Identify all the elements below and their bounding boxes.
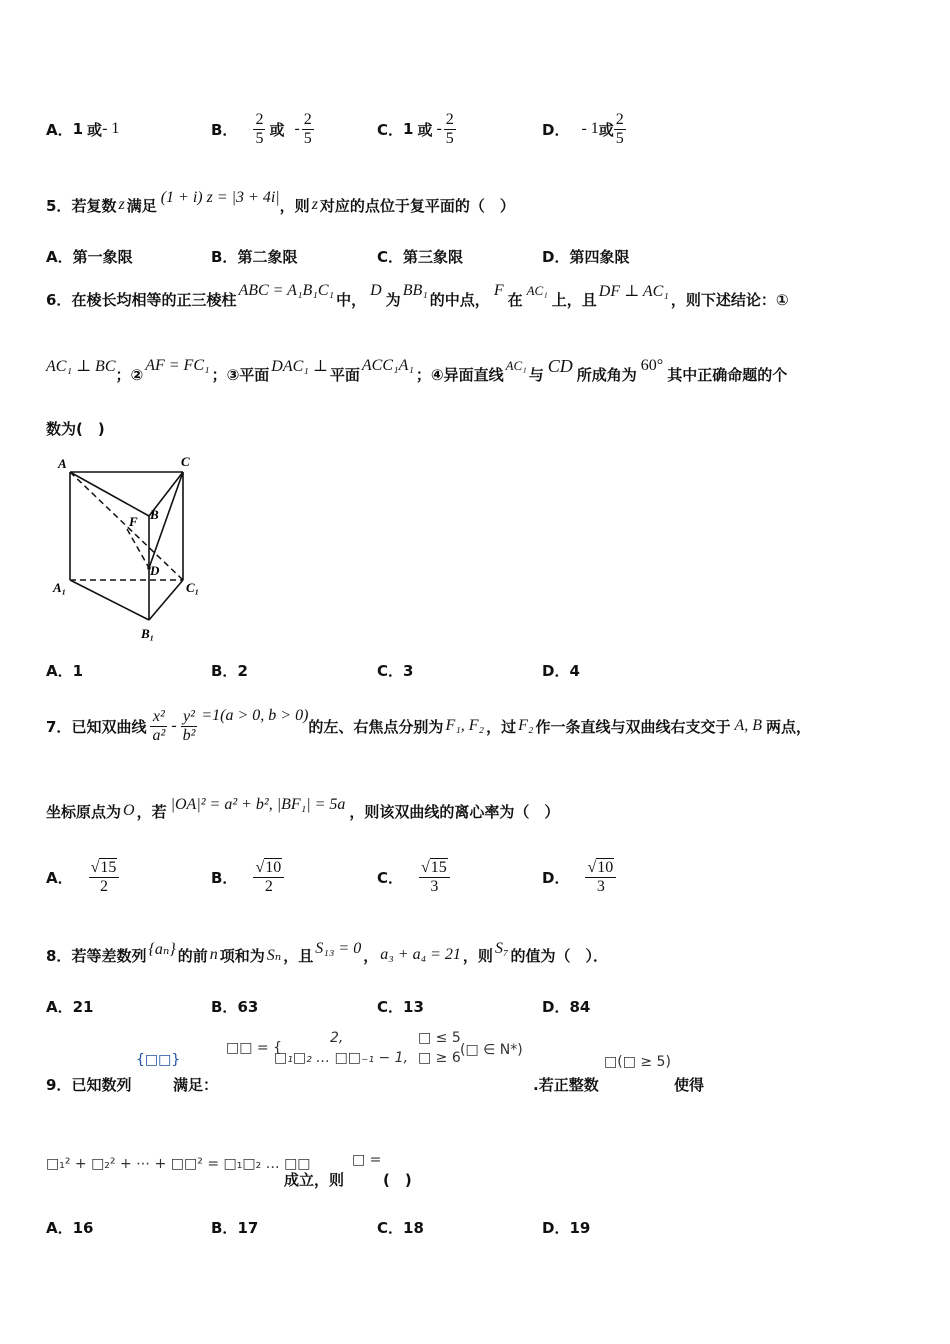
radical-fraction: $\frac{√15}{2}$ [89,859,120,895]
fraction: $\frac{2}{5}$ [445,110,454,147]
q7-stem-line2: 坐标原点为 O ，若 |OA|² = a² + b², |BF₁| = 5a ，则该双曲线的离心率为（ ） [46,796,560,821]
edge-C1B1 [149,580,183,620]
label-B: B [150,507,159,522]
q9-sequence-symbol: {□□} [136,1052,181,1068]
edge-A1B1 [70,580,149,620]
q5-option-c[interactable]: C．第三象限 [377,248,464,266]
fraction-x: $\frac{\text{x²}}{\text{a²}}$ [152,707,166,744]
fraction: $\frac{2}{5}$ [255,110,264,147]
edge-FD [127,529,149,568]
q8-option-d[interactable]: D．84 [542,998,591,1016]
q6-stem-line3: 数为( ) [46,420,105,438]
q9-k-equals: □ = [352,1152,382,1168]
q5-option-a[interactable]: A．第一象限 [46,248,133,266]
q5-option-b[interactable]: B．第二象限 [211,248,298,266]
q9-domain: (□ ∈ N*) [460,1042,523,1058]
radical-fraction: $\frac{√10}{2}$ [253,859,284,895]
q9-case2-condition: □ ≥ 6 [418,1050,461,1066]
q9-paren: ( ) [383,1171,412,1189]
q5-stem: 5． 若复数 z 满足 (1 + i) z = |3 + 4i| ，则 z 对应的点位于复平面的（ ） [46,189,515,215]
q8-stem: 8． 若等差数列 {aₙ} 的前 n 项和为 Sₙ ，且 S₁₃ = 0 ， a₃ + a₄ = 21 ，则 S₇ 的值为（ ）． [46,940,609,965]
q6-stem-line1: 6． 在棱长均相等的正三棱柱 ABC = A₁B₁C₁ 中， D 为 BB₁ 的中点， F 在 AC₁ 上，且 DF ⊥ AC₁ ，则下述结论：① [46,282,789,309]
q6-stem-line2: AC₁ ⊥ BC ；② AF = FC₁ ；③平面 DAC₁ ⊥ 平面 ACC₁A₁ ；④异面直线 AC₁ 与 CD 所成角为 60° 其中正确命题的个 [46,355,788,384]
fraction: $\frac{2}{5}$ [615,110,624,147]
q4-option-c[interactable]: C． 1 或 - $\frac{2}{5}$ [377,110,454,147]
q9-option-c[interactable]: C．18 [377,1219,424,1237]
q8-option-c[interactable]: C．13 [377,998,424,1016]
q7-option-c[interactable]: C． $\frac{√15}{3}$ [377,850,450,904]
q9-option-b[interactable]: B．17 [211,1219,259,1237]
q7-option-d[interactable]: D． $\frac{√10}{3}$ [542,850,616,904]
fraction: $\frac{2}{5}$ [303,110,312,147]
q5-option-d[interactable]: D．第四象限 [542,248,630,266]
label-A1: A₁ [53,580,67,595]
q8-option-a[interactable]: A．21 [46,998,94,1016]
q7-option-a[interactable]: A． $\frac{√15}{2}$ [46,850,119,904]
prism-figure [48,452,218,644]
label-F: F [129,514,138,529]
q9-piecewise-lhs: □□ = { [226,1040,282,1056]
q9-stem-such-that: 使得 [674,1076,705,1094]
q6-option-b[interactable]: B．2 [211,662,248,680]
label-D: D [150,563,160,578]
q9-stem-satisfy: 满足： [173,1076,219,1094]
q9-k-condition: □(□ ≥ 5) [604,1054,671,1070]
label-C1: C₁ [186,580,200,595]
radical-fraction: $\frac{√10}{3}$ [585,859,616,895]
label-A: A [58,456,67,471]
q9-stem-start: 9．已知数列 [46,1076,132,1094]
q6-option-c[interactable]: C．3 [377,662,414,680]
fraction-y: $\frac{\text{y²}}{\text{b²}}$ [182,707,196,744]
label-C: C [181,454,190,469]
radical-fraction: $\frac{√15}{3}$ [419,859,450,895]
q9-case1-value: 2, [330,1030,344,1046]
q9-option-d[interactable]: D．19 [542,1219,591,1237]
q4-option-b[interactable]: B． $\frac{2}{5}$ 或 - $\frac{2}{5}$ [211,110,312,147]
q9-equation: □₁² + □₂² + ⋯ + □□² = □₁□₂ … □□ [46,1156,311,1172]
q6-option-d[interactable]: D．4 [542,662,580,680]
label-B1: B₁ [141,626,155,641]
q8-option-b[interactable]: B．63 [211,998,259,1016]
q7-stem-line1: 7． 已知双曲线 $\frac{\text{x²}}{\text{a²}}$ - $\frac{\text{y²}}{\text{b²}}$ =1(a > 0, b > 0) 的左、右焦点分别为 F₁, F₂ ，过 F₂ 作一条直线与双曲线右支交于 A, B 两点， [46,707,812,744]
q4-option-d[interactable]: D． - 1 或 $\frac{2}{5}$ [542,110,624,147]
q9-stem-holds: 成立，则 [284,1171,345,1189]
q6-option-a[interactable]: A．1 [46,662,84,680]
q9-case2-value: □₁□₂ … □□₋₁ − 1, [274,1050,409,1066]
q4-option-a[interactable]: A． 1 或 - 1 [46,120,120,139]
edge-AC1 [70,472,183,580]
q9-case1-condition: □ ≤ 5 [418,1030,461,1046]
q7-option-b[interactable]: B． $\frac{√10}{2}$ [211,850,284,904]
q9-stem-positive-integer: .若正整数 [533,1076,599,1094]
q9-option-a[interactable]: A．16 [46,1219,94,1237]
